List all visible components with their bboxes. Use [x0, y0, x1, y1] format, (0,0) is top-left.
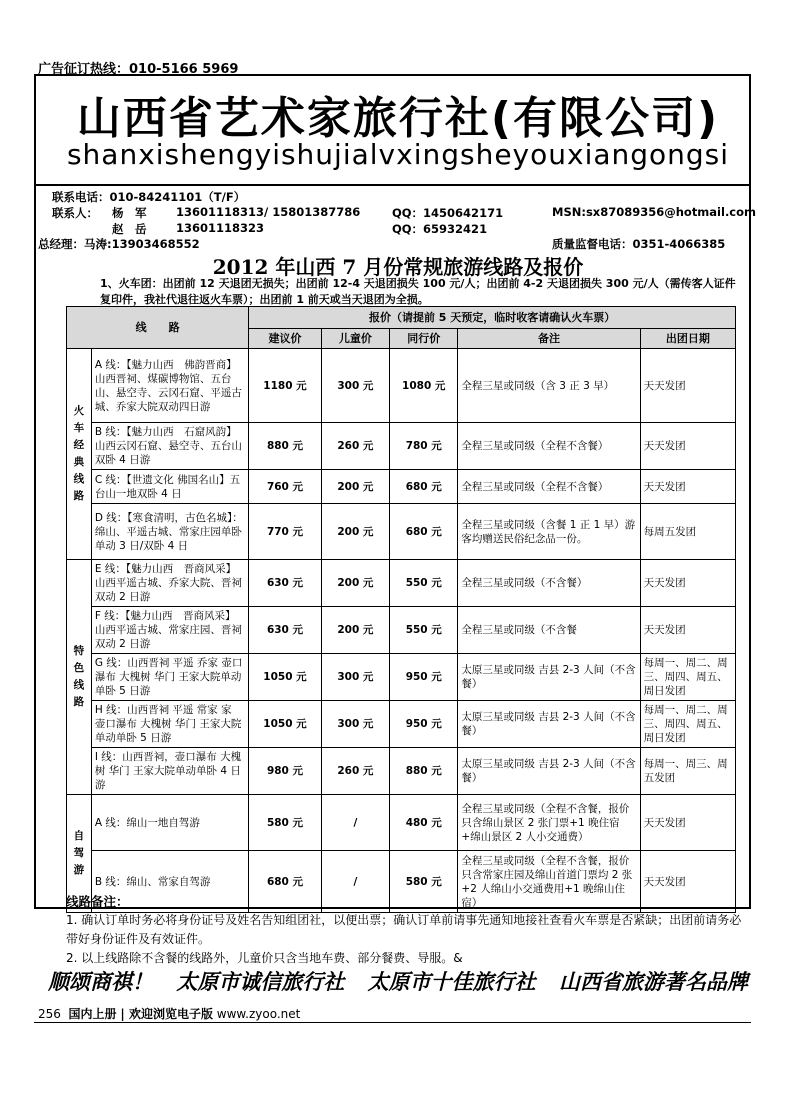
footer-url[interactable]: www.zyoo.net: [216, 1007, 301, 1021]
child-price: /: [321, 795, 389, 851]
page-title: 2012 年山西 7 月份常规旅游线路及报价: [212, 255, 584, 279]
header-peer: 同行价: [390, 329, 458, 349]
contact-person1: 杨 军: [112, 206, 147, 220]
table-row: [67, 560, 736, 607]
note-cell: 全程三星或同级（不含餐）: [458, 560, 640, 607]
footer-divider: [34, 1022, 751, 1023]
peer-price: 880 元: [390, 748, 458, 795]
contact-msn: MSN:sx87089356@hotmail.com: [552, 205, 757, 219]
table-row: [67, 654, 736, 701]
route-note-1: 1. 确认订单时务必将身份证号及姓名告知组团社，以便出票；确认订单前请事先通知地接社查看火车票是否紧缺；出团前请务必带好身份证件及有效证件。: [66, 913, 742, 946]
table-row: [67, 701, 736, 748]
route-notes-title: 线路备注：: [66, 894, 129, 909]
child-price: 200 元: [321, 607, 389, 654]
date-cell: 每周一、周二、周三、周四、周五、周日发团: [640, 654, 735, 701]
date-cell: 天天发团: [640, 795, 735, 851]
company-name: 山西省艺术家旅行社(有限公司): [76, 93, 720, 144]
banner-honor-2: 太原市十佳旅行社: [367, 970, 536, 994]
suggest-price: 1180 元: [249, 349, 321, 423]
child-price: 300 元: [321, 654, 389, 701]
child-price: 200 元: [321, 504, 389, 560]
route-cell: I 线：山西晋祠，壶口瀑布 大槐树 华门 王家大院单动单卧 4 日游: [91, 748, 248, 795]
header-price: 报价（请提前 5 天预定，临时收客请确认火车票）: [249, 307, 736, 329]
table-row: [67, 504, 736, 560]
contact-person1-phones: 13601118313/ 15801387786: [176, 205, 361, 219]
contact-person1-qq: QQ：1450642171: [392, 206, 504, 220]
note-cell: 全程三星或同级（全程不含餐，报价只含常家庄园及绵山首道门票均 2 张+2 人绵山小交通费用+1 晚绵山住宿）: [458, 851, 640, 913]
contact-person2-phone: 13601118323: [176, 221, 265, 235]
peer-price: 950 元: [390, 654, 458, 701]
route-cell: A 线：绵山一地自驾游: [91, 795, 248, 851]
header-route: 线 路: [67, 307, 249, 349]
suggest-price: 630 元: [249, 607, 321, 654]
footer-section: 国内上册: [68, 1007, 117, 1021]
footer-slogan: 欢迎浏览电子版: [128, 1007, 213, 1021]
peer-price: 780 元: [390, 423, 458, 470]
note-cell: 全程三星或同级（含餐 1 正 1 早）游客均赠送民俗纪念品一份。: [458, 504, 640, 560]
header-date: 出团日期: [640, 329, 735, 349]
header-note: 备注: [458, 329, 640, 349]
banner-greeting: 顺颂商祺！: [48, 970, 153, 994]
peer-price: 1080 元: [390, 349, 458, 423]
note-cell: 全程三星或同级（全程不含餐，报价只含绵山景区 2 张门票+1 晚住宿+绵山景区 2 人小交通费）: [458, 795, 640, 851]
suggest-price: 980 元: [249, 748, 321, 795]
route-cell: D 线：【寒食清明，古色名城】：绵山、平遥古城、常家庄园单卧单动 3 日/双卧 4 日: [91, 504, 248, 560]
route-cell: G 线：山西晋祠 平遥 乔家 壶口瀑布 大槐树 华门 王家大院单动单卧 5 日游: [91, 654, 248, 701]
date-cell: 每周五发团: [640, 504, 735, 560]
route-cell: A 线：【魅力山西 佛韵晋商】山西晋祠、煤碳博物馆、五台山、悬空寺、云冈石窟、平遥古城、乔家大院双动四日游: [91, 349, 248, 423]
category-special: 特色线路: [67, 560, 92, 795]
route-note-2: 2. 以上线路除不含餐的线路外，儿童价只含当地车费、部分餐费、导服。&: [66, 951, 463, 965]
suggest-price: 770 元: [249, 504, 321, 560]
note-cell: 太原三星或同级 吉县 2-3 人间（不含餐）: [458, 654, 640, 701]
date-cell: 天天发团: [640, 470, 735, 504]
route-cell: E 线：【魅力山西 晋商风采】山西平遥古城、乔家大院、晋祠双动 2 日游: [91, 560, 248, 607]
suggest-price: 880 元: [249, 423, 321, 470]
note-cell: 全程三星或同级（不含餐: [458, 607, 640, 654]
header-suggest: 建议价: [249, 329, 321, 349]
child-price: 200 元: [321, 560, 389, 607]
page-number: 256: [38, 1007, 61, 1021]
suggest-price: 580 元: [249, 795, 321, 851]
note-cell: 全程三星或同级（全程不含餐）: [458, 470, 640, 504]
contact-phone: 联系电话：010-84241101（T/F）: [52, 190, 246, 204]
peer-price: 680 元: [390, 470, 458, 504]
route-cell: B 线：【魅力山西 石窟风韵】山西云冈石窟、悬空寺、五台山双卧 4 日游: [91, 423, 248, 470]
suggest-price: 1050 元: [249, 701, 321, 748]
cancellation-notice: 1、火车团：出团前 12 天退团无损失；出团前 12-4 天退团损失 100 元/人；出团前 4-2 天退团损失 300 元/人（需传客人证件复印件，我社代退往返火车票）；出团前 1 前天或当天退团为全损。: [100, 277, 736, 306]
table-row: [67, 349, 736, 423]
table-row: [67, 470, 736, 504]
route-cell: B 线：绵山、常家自驾游: [91, 851, 248, 913]
contact-person-label: 联系人：: [52, 206, 98, 220]
date-cell: 天天发团: [640, 423, 735, 470]
date-cell: 天天发团: [640, 560, 735, 607]
suggest-price: 630 元: [249, 560, 321, 607]
child-price: 260 元: [321, 748, 389, 795]
peer-price: 580 元: [390, 851, 458, 913]
date-cell: 每周一、周二、周三、周四、周五、周日发团: [640, 701, 735, 748]
category-train: 火车经典线路: [67, 349, 92, 560]
banner-honor-1: 太原市诚信旅行社: [176, 970, 345, 994]
suggest-price: 680 元: [249, 851, 321, 913]
title-divider: [34, 184, 751, 186]
date-cell: 天天发团: [640, 349, 735, 423]
date-cell: 天天发团: [640, 851, 735, 913]
page-footer: 256 国内上册 | 欢迎浏览电子版 www.zyoo.net: [38, 1007, 301, 1021]
child-price: 300 元: [321, 349, 389, 423]
contact-manager: 总经理：马涛:13903468552: [38, 237, 200, 251]
suggest-price: 1050 元: [249, 654, 321, 701]
table-row: [67, 748, 736, 795]
banner-honor-3: 山西省旅游著名品牌: [558, 970, 748, 994]
route-cell: F 线：【魅力山西 晋商风采】山西平遥古城、常家庄园、晋祠双动 2 日游: [91, 607, 248, 654]
peer-price: 550 元: [390, 607, 458, 654]
route-cell: H 线：山西晋祠 平遥 常家 家 壶口瀑布 大槐树 华门 王家大院单动单卧 5 日游: [91, 701, 248, 748]
peer-price: 950 元: [390, 701, 458, 748]
ad-hotline: 广告征订热线：010-5166 5969: [38, 62, 239, 77]
price-table: [66, 306, 736, 913]
peer-price: 480 元: [390, 795, 458, 851]
contact-person2: 赵 岳: [112, 222, 147, 236]
table-row: [67, 423, 736, 470]
header-child: 儿童价: [321, 329, 389, 349]
route-notes: [66, 892, 746, 968]
company-pinyin: shanxishengyishujialvxingsheyouxiangongsi: [66, 138, 730, 171]
table-row: [67, 795, 736, 851]
date-cell: 天天发团: [640, 607, 735, 654]
note-cell: 全程三星或同级（含 3 正 3 早）: [458, 349, 640, 423]
peer-price: 680 元: [390, 504, 458, 560]
suggest-price: 760 元: [249, 470, 321, 504]
child-price: 260 元: [321, 423, 389, 470]
note-cell: 太原三星或同级 吉县 2-3 人间（不含餐）: [458, 701, 640, 748]
peer-price: 550 元: [390, 560, 458, 607]
child-price: /: [321, 851, 389, 913]
table-row: [67, 607, 736, 654]
note-cell: 太原三星或同级 吉县 2-3 人间（不含餐）: [458, 748, 640, 795]
route-cell: C 线：【世遗文化 佛国名山】五台山一地双卧 4 日: [91, 470, 248, 504]
contact-quality: 质量监督电话：0351-4066385: [552, 237, 726, 251]
note-cell: 全程三星或同级（全程不含餐）: [458, 423, 640, 470]
category-drive: 自驾游: [67, 795, 92, 913]
contact-person2-qq: QQ：65932421: [392, 222, 488, 236]
date-cell: 每周一、周三、周五发团: [640, 748, 735, 795]
slogan-banner: [48, 966, 748, 996]
child-price: 200 元: [321, 470, 389, 504]
child-price: 300 元: [321, 701, 389, 748]
